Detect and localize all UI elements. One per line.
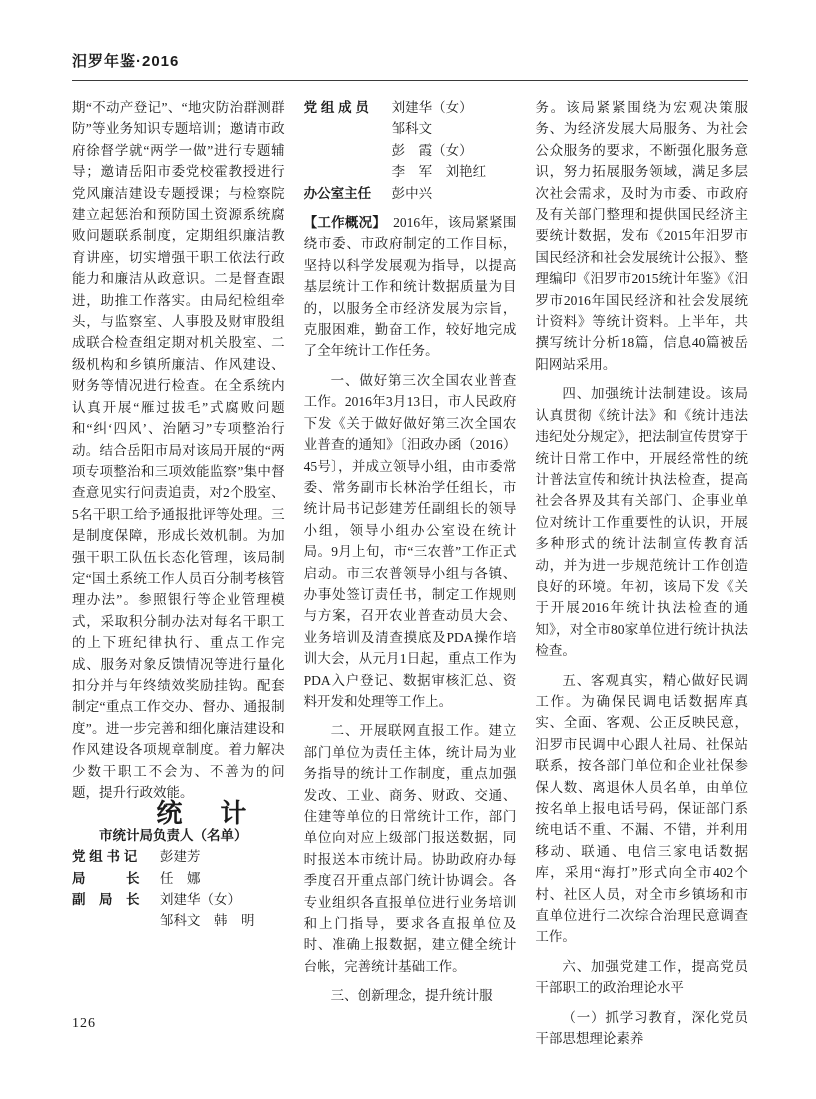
page-content <box>72 50 748 1049</box>
roster-row <box>72 868 285 889</box>
overview-paragraph <box>304 212 517 362</box>
roster-label: 局 长 <box>72 870 140 886</box>
roster-row <box>72 846 285 867</box>
body-paragraph: 一、做好第三次全国农业普查工作。2016年3月13日，市人民政府下发《关于做好做好第三次全国农业普查的通知》〔汨政办函（2016）45号〕，并成立领导小组，由市委常委、常务副市长林治学任组长，市统计局书记彭建芳任副组长的领导小组，领导小组办公室设在统计局。9月上旬，市“三农普”工作正式启动。市三农普领导小组与各镇、办事处签订责任书，制定工作规则与方案，召开农业普查动员大会、业务培训及清查摸底及PDA操作培训大会，从元月1日起，重点工作为PDA入户登记、数据审核汇总、资料开发和处理等工作上。 <box>303 372 517 709</box>
roster-row <box>304 140 517 161</box>
roster-value: 彭 霞（女） <box>391 142 473 158</box>
body-paragraph: 五、客观真实，精心做好民调工作。为确保民调电话数据库真实、全面、客观、公正反映民意，汨罗市民调中心跟人社局、社保站联系，按各部门单位和企业社保参保人数、离退休人员名单，由单位按名单上报电话号码，保证部门系统电话不重、不漏、不错，并利用移动、联通、电信三家电话数据库，采用“海打”形式向全市402个村、社区人员，对全市乡镇场和市直单位进行二次综合治理民意调查工作。 <box>535 672 749 945</box>
page-number: 126 <box>72 1016 96 1031</box>
roster-row <box>72 889 285 910</box>
roster-value: 刘建华（女） <box>391 100 473 115</box>
body-paragraph: 二、开展联网直报工作。建立部门单位为责任主体，统计局为业务指导的统计工作制度，重点加强发改、工业、商务、财政、交通、住建等单位的日常统计工作，部门单位向对应上级部门报送数据，同时报送本市统计局。协助政府办每季度召开重点部门统计协调会。各专业组织各直报单位进行业务培训和上门指导，要求各直报单位及时、准确上报数据，建立健全统计台帐，完善统计基础工作。 <box>303 723 517 974</box>
roster-value: 李 军 刘艳红 <box>391 164 487 180</box>
text-columns <box>72 97 748 1049</box>
roster-label: 办公室主任 <box>303 185 372 201</box>
body-paragraph: （一）抓学习教育，深化党员干部思想理论素养 <box>535 1009 749 1047</box>
roster-label: 副 局 长 <box>72 892 140 908</box>
column-3 <box>535 97 748 1049</box>
roster-value: 任 娜 <box>160 870 201 886</box>
roster-label <box>72 910 160 931</box>
roster-row <box>304 118 517 139</box>
column-2 <box>304 97 517 1049</box>
roster-label: 党 组 书 记 <box>72 849 138 865</box>
body-paragraph: 务。该局紧紧围绕为宏观决策服务、为经济发展大局服务、为社会公众服务的要求，不断强化服务意识，努力拓展服务领域，满足多层次社会需求，及时为市委、市政府及有关部门整理和提供国民经济主要统计数据，发布《2015年汨罗市国民经济和社会发展统计公报》、整理编印《汨罗市2015统计年鉴》《汨罗市2016年国民经济和社会发展统计资料》等统计资料。上半年，共撰写统计分析18篇，信息40篇被岳阳网站采用。 <box>535 100 749 372</box>
roster-value: 彭建芳 <box>160 849 201 865</box>
roster-value: 邹科文 韩 明 <box>160 913 255 929</box>
roster-value: 刘建华（女） <box>160 892 241 908</box>
section-title-statistics: 统 计 <box>156 798 253 829</box>
body-paragraph: 六、加强党建工作，提高党员干部职工的政治理论水平 <box>535 958 749 996</box>
roster-value: 彭中兴 <box>391 185 433 201</box>
body-paragraph: 期“不动产登记”、“地灾防治群测群防”等业务知识专题培训；邀请市政府徐督学就“两学一做”进行专题辅导；邀请岳阳市委党校霍教授进行党风廉洁建设专题授课；与检察院建立起惩治和预防国土资源系统腐败问题联系制度，定期组织廉洁教育讲座，切实增强干职工依法行政能力和廉洁从政意识。二是督查跟进，助推工作落实。由局纪检组牵头，与监察室、人事股及财审股组成联合检查组定期对机关股室、二级机构和乡镇所廉洁、作风建设、财务等情况进行检查。在全系统内认真开展“雁过拔毛”式腐败问题和“纠‘四风’、治陋习”专项整治行动。结合岳阳市局对该局开展的“两项专项整治和三项效能监察”集中督查意见实行问责追责，对2个股室、5名干职工给予通报批评等处理。三是制度保障，形成长效机制。为加强干职工队伍长态化管理，该局制定“国土系统工作人员百分制考核管理办法”。参照银行等企业管理模式，采取积分制办法对每名干职工的上下班纪律执行、重点工作完成、服务对象反馈情况等进行量化扣分并与年终绩效奖励挂钩。配套制定“重点工作交办、督办、通报制度”。进一步完善和细化廉洁建设和作风建设各项规章制度。着力解决少数干职工不会为、不善为的问题，提升行政效能。 <box>72 100 285 800</box>
roster-value: 邹科文 <box>391 121 433 137</box>
roster-row <box>72 910 285 931</box>
roster-label <box>304 118 392 139</box>
column-1 <box>72 97 285 1049</box>
roster-title: 市统计局负责人（名单） <box>99 827 248 843</box>
overview-text: 2016年，该局紧紧围绕市委、市政府制定的工作目标，坚持以科学发展观为指导，以提高基层统计工作和统计数据质量为目的，以服务全市经济发展为宗旨，克服困难，勤奋工作，较好地完成了全年统计工作任务。 <box>303 215 517 359</box>
running-head: 汨罗年鉴·2016 <box>72 53 180 70</box>
body-paragraph: 四、加强统计法制建设。该局认真贯彻《统计法》和《统计违法违纪处分规定》，把法制宣传贯穿于统计日常工作中，开展经常性的统计普法宣传和统计执法检查，提高社会各界及其有关部门、企事业单位对统计工作重要性的认识，开展多种形式的统计法制宣传教育活动，并为进一步规范统计工作创造良好的环境。年初，该局下发《关于开展2016年统计执法检查的通知》，对全市80家单位进行统计执法检查。 <box>535 386 749 659</box>
roster-label: 党 组 成 员 <box>303 100 369 115</box>
roster-label <box>304 140 392 161</box>
header-rule <box>72 80 748 81</box>
body-paragraph: 三、创新理念，提升统计服 <box>330 988 493 1004</box>
overview-label: 【工作概况】 <box>303 215 380 231</box>
roster-row <box>304 183 517 204</box>
roster-row <box>304 97 517 118</box>
roster-row <box>304 161 517 182</box>
roster-label <box>304 161 392 182</box>
